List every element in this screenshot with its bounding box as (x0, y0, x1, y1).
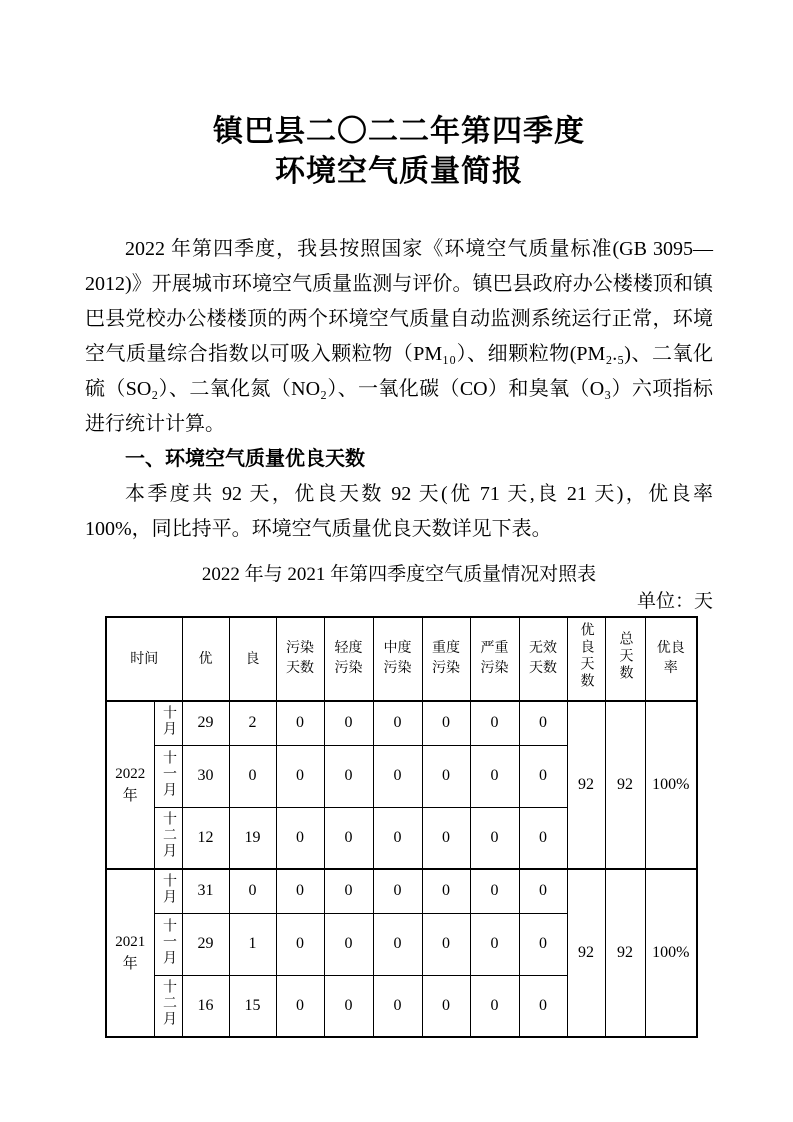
col-header-severe-pollution: 严重污染 (470, 617, 519, 701)
value-cell-light: 0 (324, 701, 373, 745)
table-row-2022-oct (106, 701, 697, 745)
good-rate-cell-2021: 100% (645, 869, 697, 1037)
year-cell-2022: 2022 年 (106, 701, 154, 869)
col-header-good: 良 (229, 617, 276, 701)
value-cell-good: 0 (229, 869, 276, 913)
value-cell-light: 0 (324, 913, 373, 975)
year-cell-2021: 2021 年 (106, 869, 154, 1037)
value-cell-moderate: 0 (373, 745, 422, 807)
col-header-good-rate: 优良率 (645, 617, 697, 701)
value-cell-moderate: 0 (373, 869, 422, 913)
month-cell: 十二月 (154, 807, 182, 869)
value-cell-severe: 0 (470, 913, 519, 975)
value-cell-invalid: 0 (519, 807, 567, 869)
value-cell-excellent: 29 (182, 913, 229, 975)
value-cell-pollution-days: 0 (276, 807, 324, 869)
good-rate-cell-2022: 100% (645, 701, 697, 869)
value-cell-moderate: 0 (373, 807, 422, 869)
value-cell-good: 19 (229, 807, 276, 869)
total-days-cell-2022: 92 (605, 701, 645, 869)
value-cell-severe: 0 (470, 701, 519, 745)
good-days-cell-2022: 92 (567, 701, 605, 869)
col-header-total-days: 总天数 (605, 617, 645, 701)
value-cell-severe: 0 (470, 807, 519, 869)
value-cell-moderate: 0 (373, 913, 422, 975)
value-cell-invalid: 0 (519, 745, 567, 807)
value-cell-light: 0 (324, 745, 373, 807)
good-days-cell-2021: 92 (567, 869, 605, 1037)
col-header-invalid-days: 无效天数 (519, 617, 567, 701)
value-cell-light: 0 (324, 807, 373, 869)
col-header-good-days: 优良天数 (567, 617, 605, 701)
document-title (85, 112, 713, 192)
title-line-2: 环境空气质量简报 (275, 155, 523, 188)
intro-paragraph: 2022 年第四季度，我县按照国家《环境空气质量标准(GB 3095—2012)》开展城市环境空气质量监测与评价。镇巴县政府办公楼楼顶和镇巴县党校办公楼楼顶的两个环境空气质量自动监测系统运行正常，环境空气质量综合指数以可吸入颗粒物（PM₁₀）、细颗粒物(PM₂.₅)、二氧化硫（SO₂）、二氧化氮（NO₂）、一氧化碳（CO）和臭氧（O₃）六项指标进行统计计算。 (85, 238, 713, 435)
col-header-pollution-days: 污染天数 (276, 617, 324, 701)
value-cell-moderate: 0 (373, 975, 422, 1037)
total-days-cell-2021: 92 (605, 869, 645, 1037)
month-cell: 十月 (154, 869, 182, 913)
value-cell-excellent: 29 (182, 701, 229, 745)
month-cell: 十月 (154, 701, 182, 745)
value-cell-light: 0 (324, 869, 373, 913)
value-cell-invalid: 0 (519, 913, 567, 975)
value-cell-excellent: 30 (182, 745, 229, 807)
value-cell-pollution-days: 0 (276, 975, 324, 1037)
table-unit-label: 单位：天 (636, 591, 713, 612)
value-cell-good: 0 (229, 745, 276, 807)
value-cell-good: 15 (229, 975, 276, 1037)
value-cell-heavy: 0 (422, 745, 470, 807)
table-header-row (106, 617, 697, 701)
value-cell-pollution-days: 0 (276, 701, 324, 745)
value-cell-heavy: 0 (422, 701, 470, 745)
value-cell-heavy: 0 (422, 869, 470, 913)
value-cell-excellent: 16 (182, 975, 229, 1037)
month-cell: 十一月 (154, 913, 182, 975)
value-cell-pollution-days: 0 (276, 745, 324, 807)
value-cell-excellent: 12 (182, 807, 229, 869)
col-header-excellent: 优 (182, 617, 229, 701)
month-cell: 十一月 (154, 745, 182, 807)
table-caption: 2022 年与 2021 年第四季度空气质量情况对照表 (201, 564, 597, 585)
section-heading-good-days: 一、环境空气质量优良天数 (125, 448, 365, 470)
air-quality-comparison-table (105, 616, 698, 1038)
value-cell-heavy: 0 (422, 913, 470, 975)
col-header-light-pollution: 轻度污染 (324, 617, 373, 701)
summary-paragraph: 本季度共 92 天，优良天数 92 天(优 71 天,良 21 天)，优良率 100%，同比持平。环境空气质量优良天数详见下表。 (85, 483, 713, 540)
value-cell-invalid: 0 (519, 975, 567, 1037)
col-header-time: 时间 (106, 617, 182, 701)
value-cell-moderate: 0 (373, 701, 422, 745)
value-cell-pollution-days: 0 (276, 913, 324, 975)
value-cell-heavy: 0 (422, 807, 470, 869)
month-cell: 十二月 (154, 975, 182, 1037)
col-header-moderate-pollution: 中度污染 (373, 617, 422, 701)
value-cell-heavy: 0 (422, 975, 470, 1037)
value-cell-excellent: 31 (182, 869, 229, 913)
table-row-2021-oct (106, 869, 697, 913)
title-line-1: 镇巴县二〇二二年第四季度 (213, 115, 585, 148)
value-cell-invalid: 0 (519, 701, 567, 745)
value-cell-light: 0 (324, 975, 373, 1037)
value-cell-severe: 0 (470, 869, 519, 913)
col-header-heavy-pollution: 重度污染 (422, 617, 470, 701)
value-cell-good: 2 (229, 701, 276, 745)
value-cell-pollution-days: 0 (276, 869, 324, 913)
value-cell-severe: 0 (470, 745, 519, 807)
value-cell-severe: 0 (470, 975, 519, 1037)
value-cell-good: 1 (229, 913, 276, 975)
value-cell-invalid: 0 (519, 869, 567, 913)
